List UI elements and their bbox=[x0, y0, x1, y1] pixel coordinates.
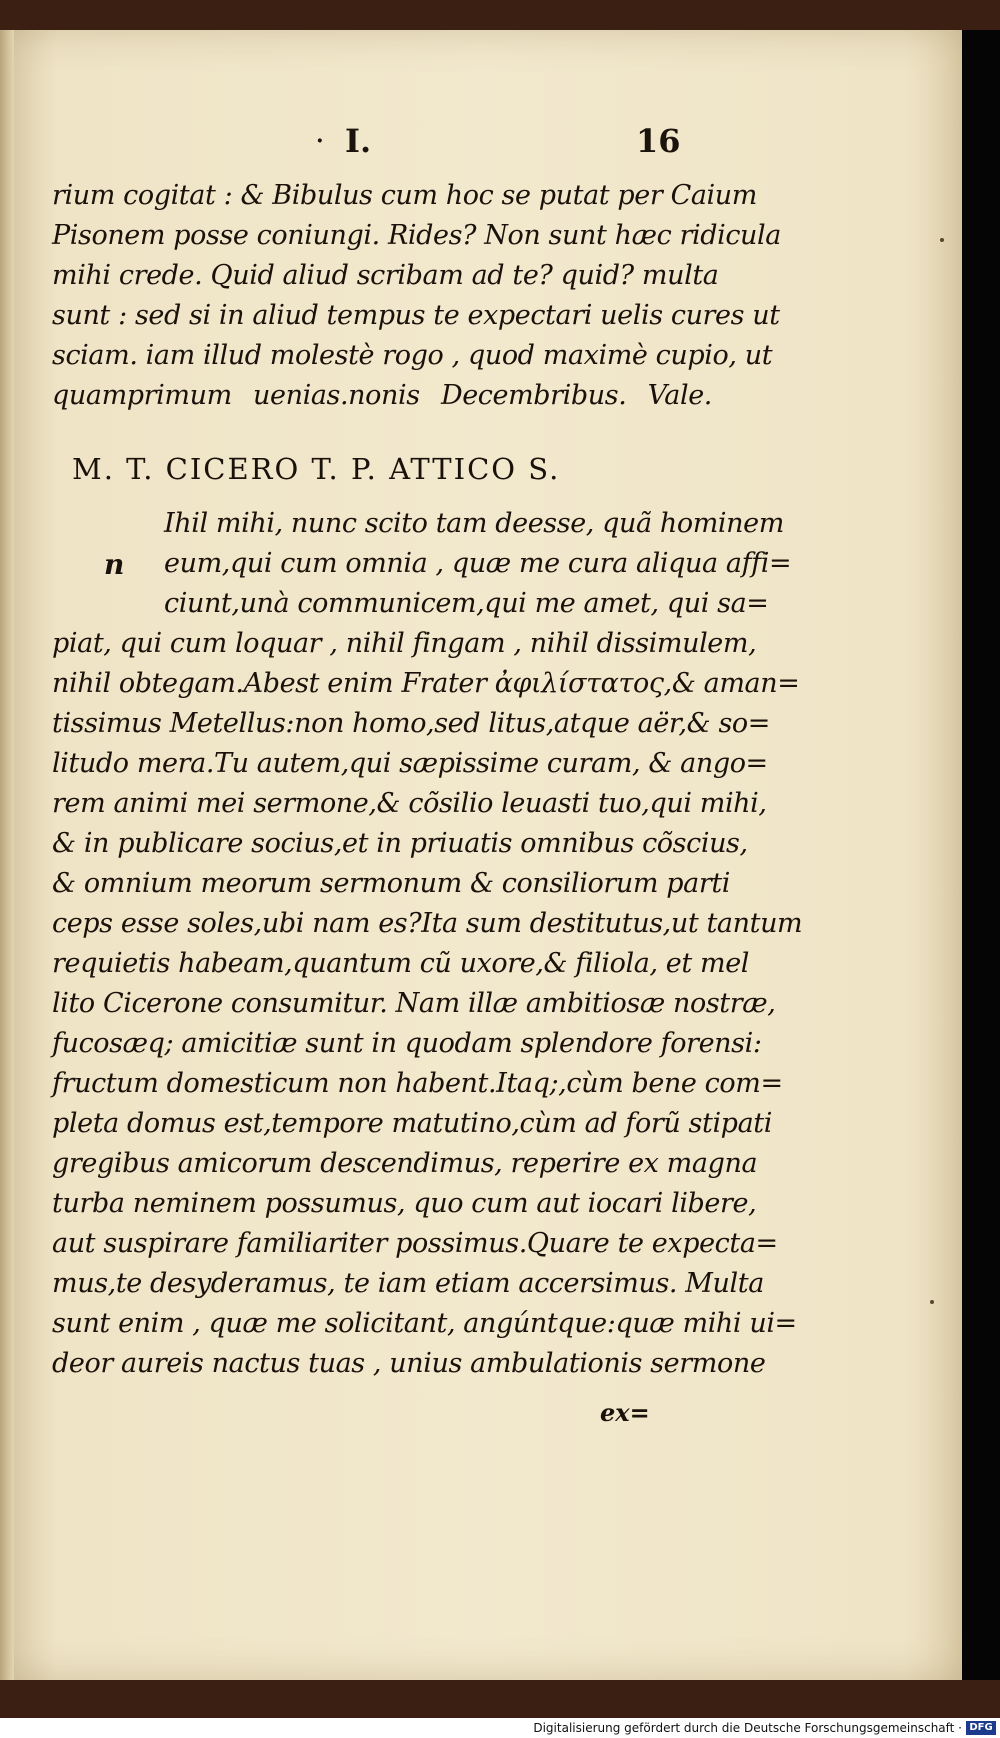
paper-speck bbox=[930, 1300, 934, 1304]
text-line: piat, qui cum loquar , nihil fingam , nihil dissimulem, bbox=[52, 628, 757, 659]
text-line: nihil obtegam.Abest enim Frater ἀφιλίστατος,& aman= bbox=[52, 668, 800, 699]
text-line: ciunt,unà communicem,qui me amet, qui sa= bbox=[164, 588, 769, 619]
page-text bbox=[52, 176, 781, 416]
page-header bbox=[0, 122, 962, 162]
scan-border bbox=[962, 30, 1000, 1680]
text-line: eum,qui cum omnia , quæ me cura aliqua affi= bbox=[164, 548, 792, 579]
funding-credit: Digitalisierung gefördert durch die Deutsche Forschungsgemeinschaft · bbox=[533, 1721, 962, 1735]
text-line: pleta domus est,tempore matutino,cùm ad forũ stipati bbox=[52, 1108, 772, 1139]
text-line: sciam. iam illud molestè rogo , quod maximè cupio, ut bbox=[52, 340, 773, 371]
text-line: sunt : sed si in aliud tempus te expectari uelis cures ut bbox=[52, 300, 780, 331]
text-line: tissimus Metellus:non homo,sed litus,atque aër,& so= bbox=[52, 708, 771, 739]
text-line: lito Cicerone consumitur. Nam illæ ambitiosæ nostræ, bbox=[52, 988, 776, 1019]
text-line: Pisonem posse coniungi. Rides? Non sunt hæc ridicula bbox=[52, 220, 781, 251]
dfg-logo: DFG bbox=[966, 1721, 996, 1735]
page-number: 16 bbox=[636, 122, 681, 160]
signature-mark: I. bbox=[345, 122, 372, 160]
text-line: rium cogitat : & Bibulus cum hoc se putat per Caium bbox=[52, 180, 757, 211]
text-line: ceps esse soles,ubi nam es?Ita sum destitutus,ut tantum bbox=[52, 908, 803, 939]
header-dot: · bbox=[316, 128, 324, 154]
catchword: ex= bbox=[600, 1398, 650, 1427]
text-line: turba neminem possumus, quo cum aut iocari libere, bbox=[52, 1188, 757, 1219]
text-line: Ihil mihi, nunc scito tam deesse, quã hominem bbox=[164, 508, 784, 539]
text-line: fructum domesticum non habent.Itaq;,cùm bene com= bbox=[52, 1068, 783, 1099]
text-line: mihi crede. Quid aliud scribam ad te? quid? multa bbox=[52, 260, 719, 291]
text-line: litudo mera.Tu autem,qui sæpissime curam, & ango= bbox=[52, 748, 768, 779]
text-line: mus,te desyderamus, te iam etiam accersimus. Multa bbox=[52, 1268, 764, 1299]
letter-body bbox=[52, 504, 803, 1384]
drop-initial: n bbox=[104, 548, 125, 581]
text-line: gregibus amicorum descendimus, reperire ex magna bbox=[52, 1148, 758, 1179]
paper-speck bbox=[940, 238, 944, 242]
text-line: & omnium meorum sermonum & consiliorum parti bbox=[52, 868, 731, 899]
text-line: requietis habeam,quantum cũ uxore,& filiola, et mel bbox=[52, 948, 750, 979]
text-line: fucosæq; amicitiæ sunt in quodam splendore forensi: bbox=[52, 1028, 762, 1059]
paragraph-1 bbox=[52, 176, 781, 416]
page-gutter-shadow bbox=[0, 30, 14, 1680]
text-line: quamprimum uenias.nonis Decembribus. Vale. bbox=[52, 380, 712, 411]
letter-heading: M. T. CICERO T. P. ATTICO S. bbox=[72, 452, 561, 486]
text-line: aut suspirare familiariter possimus.Quare te expecta= bbox=[52, 1228, 778, 1259]
text-line: sunt enim , quæ me solicitant, angúntque:quæ mihi ui= bbox=[52, 1308, 797, 1339]
text-line: deor aureis nactus tuas , unius ambulationis sermone bbox=[52, 1348, 766, 1379]
credit-strip bbox=[0, 1718, 1000, 1738]
text-line: rem animi mei sermone,& cõsilio leuasti tuo,qui mihi, bbox=[52, 788, 767, 819]
text-line: & in publicare socius,et in priuatis omnibus cõscius, bbox=[52, 828, 748, 859]
